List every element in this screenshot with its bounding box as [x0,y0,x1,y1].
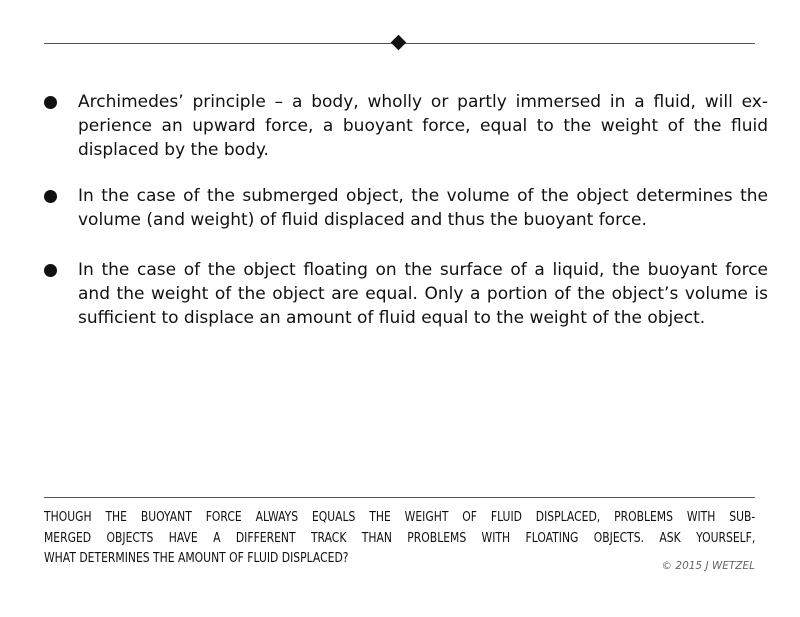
copyright: © 2015 J WETZEL [661,560,755,572]
footer-line: THOUGH THE BUOYANT FORCE ALWAYS EQUALS THE WEIGHT OF FLUID DISPLACED, PROBLEMS WITH SUB- [44,510,756,525]
footer-line: WHAT DETERMINES THE AMOUNT OF FLUID DISPLACED? [44,551,349,566]
bullet-line: Archimedes’ principle – a body, wholly or partly immersed in a fluid, will ex- [78,92,768,112]
bullet-line: In the case of the object floating on the surface of a liquid, the buoyant force [78,260,768,280]
bullet-line: sufficient to displace an amount of fluid equal to the weight of the object. [78,308,706,328]
bullet-line: displaced by the body. [78,140,269,160]
bullet-dot-icon [44,96,57,109]
diamond-ornament-icon [391,35,407,51]
footer-divider [44,497,755,498]
bullet-line: and the weight of the object are equal. Only a portion of the object’s volume is [78,284,768,304]
bullet-dot-icon [44,264,57,277]
bullet-dot-icon [44,190,57,203]
footer-note [44,508,755,570]
bullet-line: volume (and weight) of fluid displaced and thus the buoyant force. [78,210,647,230]
bullet-line: In the case of the submerged object, the volume of the object determines the [78,186,768,206]
bullet-line: perience an upward force, a buoyant force, equal to the weight of the fluid [78,116,768,136]
footer-line: MERGED OBJECTS HAVE A DIFFERENT TRACK THAN PROBLEMS WITH FLOATING OBJECTS. ASK YOURSELF, [44,530,756,546]
